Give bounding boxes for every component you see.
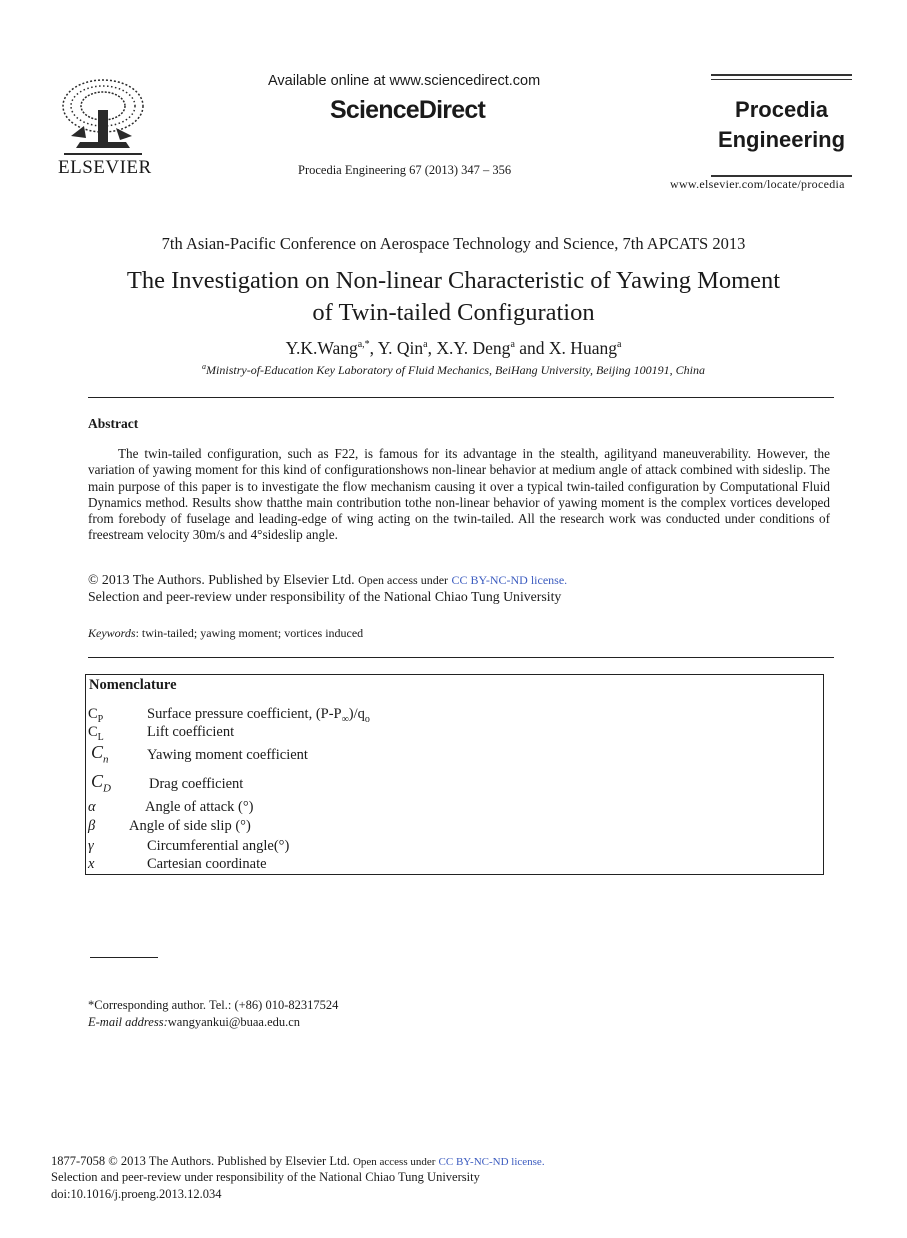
journal-reference: Procedia Engineering 67 (2013) 347 – 356 bbox=[298, 163, 512, 177]
author-list bbox=[0, 338, 907, 359]
nomenclature-description: Circumferential angle(°) bbox=[147, 838, 290, 854]
email-address-link[interactable]: wangyankui@buaa.edu.cn bbox=[167, 1015, 301, 1029]
author-affil-mark: a,* bbox=[357, 339, 370, 351]
affiliation-text: Ministry-of-Education Key Laboratory of Fluid Mechanics, BeiHang University, Beijing 100191, China bbox=[206, 363, 705, 377]
footer-open-access: Open access under bbox=[352, 1156, 436, 1168]
journal-title-rule-top bbox=[711, 74, 852, 76]
author-name[interactable]: X. Huang bbox=[548, 338, 617, 358]
license-link[interactable]: CC BY-NC-ND license. bbox=[451, 573, 568, 587]
nomenclature-description: Surface pressure coefficient, $(P-P_\infty)/q_o$ bbox=[147, 706, 370, 725]
footer-review-line: Selection and peer-review under responsibility of the National Chiao Tung University bbox=[51, 1170, 480, 1184]
keywords-text: : twin-tailed; yawing moment; vortices induced bbox=[135, 626, 364, 640]
nomenclature-symbol: γ bbox=[88, 838, 94, 854]
nomenclature-heading: Nomenclature bbox=[89, 677, 177, 693]
nomenclature-description: Angle of side slip (°) bbox=[129, 818, 251, 834]
author-name[interactable]: Y.K.Wang bbox=[285, 338, 358, 358]
copyright-line bbox=[88, 572, 567, 588]
open-access-text: Open access under bbox=[358, 573, 449, 587]
paper-title-line2: of Twin-tailed Configuration bbox=[312, 299, 595, 326]
journal-url-link[interactable]: www.elsevier.com/locate/procedia bbox=[670, 177, 845, 191]
nomenclature-description: Angle of attack (°) bbox=[145, 799, 254, 815]
journal-title-line2: Engineering bbox=[717, 127, 846, 152]
nomenclature-description: Drag coefficient bbox=[149, 776, 244, 792]
sciencedirect-logo[interactable]: ScienceDirect bbox=[330, 96, 485, 124]
nomenclature-symbol: x bbox=[88, 856, 95, 872]
email-line bbox=[88, 1015, 300, 1030]
abstract-body bbox=[88, 446, 830, 544]
keywords-label: Keywords bbox=[88, 626, 136, 640]
footer-doi-link[interactable]: doi:10.1016/j.proeng.2013.12.034 bbox=[51, 1187, 222, 1201]
journal-title-rule-top-thin bbox=[711, 79, 852, 80]
author-name[interactable]: Y. Qin bbox=[377, 338, 424, 358]
available-online-text: Available online at www.sciencedirect.com bbox=[268, 73, 541, 89]
nomenclature-symbol: $C_n$ bbox=[91, 742, 109, 766]
affiliation-mark: a bbox=[202, 362, 207, 371]
elsevier-tree-logo bbox=[56, 76, 150, 156]
author-separator: , bbox=[369, 338, 378, 358]
elsevier-wordmark: ELSEVIER bbox=[58, 157, 152, 178]
paper-title-line1: The Investigation on Non-linear Characteristic of Yawing Moment bbox=[126, 267, 781, 294]
author-separator: and bbox=[514, 338, 549, 358]
footer-issn-line bbox=[51, 1154, 545, 1169]
author-name[interactable]: X.Y. Deng bbox=[436, 338, 511, 358]
nomenclature-symbol: $C_L$ bbox=[88, 724, 104, 743]
divider bbox=[88, 397, 834, 398]
nomenclature-symbol: $C_P$ bbox=[88, 706, 104, 725]
keywords bbox=[88, 626, 363, 641]
author-separator: , bbox=[427, 338, 437, 358]
nomenclature-symbol: β bbox=[88, 818, 96, 834]
paper-title bbox=[40, 265, 867, 329]
nomenclature-symbol: α bbox=[88, 799, 96, 815]
footnote-rule bbox=[90, 957, 158, 958]
affiliation bbox=[0, 362, 907, 378]
nomenclature-symbol: $C_D$ bbox=[91, 771, 111, 795]
nomenclature-description: Lift coefficient bbox=[147, 724, 235, 740]
author-affil-mark: a bbox=[616, 339, 622, 351]
author-affil-mark: a bbox=[423, 339, 428, 351]
email-label: E-mail address: bbox=[88, 1015, 168, 1029]
footer-copyright: 1877-7058 © 2013 The Authors. Published by Elsevier Ltd. bbox=[51, 1154, 350, 1168]
conference-name: 7th Asian-Pacific Conference on Aerospace Technology and Science, 7th APCATS 2013 bbox=[161, 234, 746, 253]
nomenclature-description: Cartesian coordinate bbox=[147, 856, 267, 872]
journal-title-block bbox=[711, 95, 852, 155]
journal-title-line1: Procedia bbox=[735, 97, 828, 122]
divider bbox=[88, 657, 834, 658]
copyright-text: © 2013 The Authors. Published by Elsevier Ltd. bbox=[88, 572, 355, 587]
nomenclature-description: Yawing moment coefficient bbox=[147, 747, 308, 763]
author-affil-mark: a bbox=[510, 339, 515, 351]
abstract-heading: Abstract bbox=[88, 416, 139, 431]
footer-license-link[interactable]: CC BY-NC-ND license. bbox=[438, 1156, 545, 1168]
abstract-text: The twin-tailed configuration, such as F22, is famous for its advantage in the stealth, agilityand maneuverability. However, the variation of yawing moment for this kind of configurationshows non-linear behavior at medium angle of attack combined with sideslip. The main purpose of this paper is to investigate the flow mechanism causing it over a typical twin-tailed configuration by Computational Fluid Dynamics method. Results show thatthe main contribution tothe non-linear behavior of yawing moment is the complex vortices developed from forebody of fuselage and leading-edge of wing acting on the twin-tailed. All the research work was conducted under conditions of freestream velocity 30m/s and 4°sideslip angle. bbox=[88, 446, 830, 543]
corresponding-author: *Corresponding author. Tel.: (+86) 010-82317524 bbox=[88, 998, 339, 1012]
peer-review-line: Selection and peer-review under responsibility of the National Chiao Tung University bbox=[88, 589, 562, 604]
